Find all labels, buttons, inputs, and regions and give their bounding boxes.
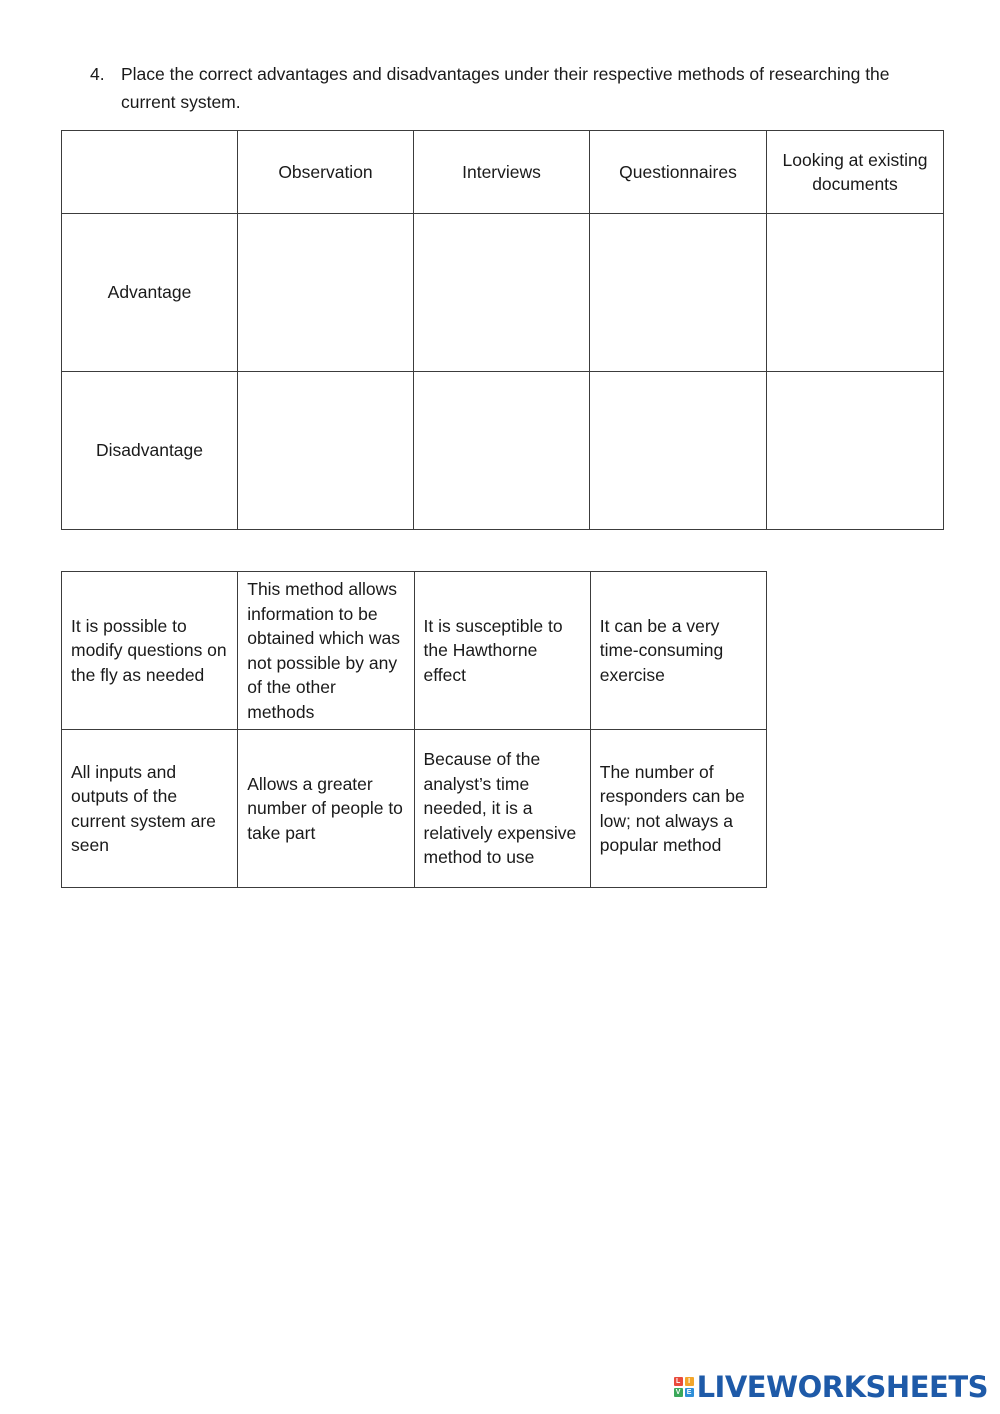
- answer-card[interactable]: This method allows information to be obtained which was not possible by any of the other methods: [238, 572, 414, 730]
- drop-zone-observation-advantage[interactable]: [238, 214, 414, 372]
- logo-mark-letter: L: [674, 1377, 683, 1386]
- answer-bank-row: [62, 730, 767, 888]
- drop-zone-documents-disadvantage[interactable]: [767, 372, 944, 530]
- drop-zone-observation-disadvantage[interactable]: [238, 372, 414, 530]
- drop-zone-questionnaires-advantage[interactable]: [590, 214, 767, 372]
- answer-bank-row: [62, 572, 767, 730]
- corner-cell: [62, 131, 238, 214]
- answer-card[interactable]: Because of the analyst’s time needed, it is a relatively expensive method to use: [414, 730, 590, 888]
- answer-bank: [61, 571, 767, 888]
- drop-zone-interviews-advantage[interactable]: [414, 214, 590, 372]
- row-label-disadvantage: Disadvantage: [62, 372, 238, 530]
- column-header-existing-documents: Looking at existing documents: [767, 131, 944, 214]
- column-header-observation: Observation: [238, 131, 414, 214]
- logo-mark-letter: E: [685, 1388, 694, 1397]
- answer-card[interactable]: It is susceptible to the Hawthorne effect: [414, 572, 590, 730]
- column-header-questionnaires: Questionnaires: [590, 131, 767, 214]
- question-text: Place the correct advantages and disadvantages under their respective methods of researching the current system.: [121, 64, 890, 112]
- disadvantage-row: [62, 372, 944, 530]
- drop-zone-questionnaires-disadvantage[interactable]: [590, 372, 767, 530]
- question-number: 4.: [90, 64, 105, 84]
- logo-mark-letter: I: [685, 1377, 694, 1386]
- logo-mark-icon: [674, 1377, 694, 1397]
- drop-zone-interviews-disadvantage[interactable]: [414, 372, 590, 530]
- row-label-advantage: Advantage: [62, 214, 238, 372]
- answer-card[interactable]: Allows a greater number of people to take part: [238, 730, 414, 888]
- sorting-table-header-row: [62, 131, 944, 214]
- answer-card[interactable]: It can be a very time-consuming exercise: [590, 572, 766, 730]
- advantage-row: [62, 214, 944, 372]
- answer-card[interactable]: All inputs and outputs of the current system are seen: [62, 730, 238, 888]
- answer-card[interactable]: It is possible to modify questions on the fly as needed: [62, 572, 238, 730]
- column-header-interviews: Interviews: [414, 131, 590, 214]
- logo-text: LIVEWORKSHEETS: [696, 1370, 988, 1404]
- answer-card[interactable]: The number of responders can be low; not always a popular method: [590, 730, 766, 888]
- logo-mark-letter: V: [674, 1388, 683, 1397]
- sorting-table: [61, 130, 944, 530]
- liveworksheets-logo: [674, 1370, 988, 1404]
- question: [90, 60, 940, 116]
- drop-zone-documents-advantage[interactable]: [767, 214, 944, 372]
